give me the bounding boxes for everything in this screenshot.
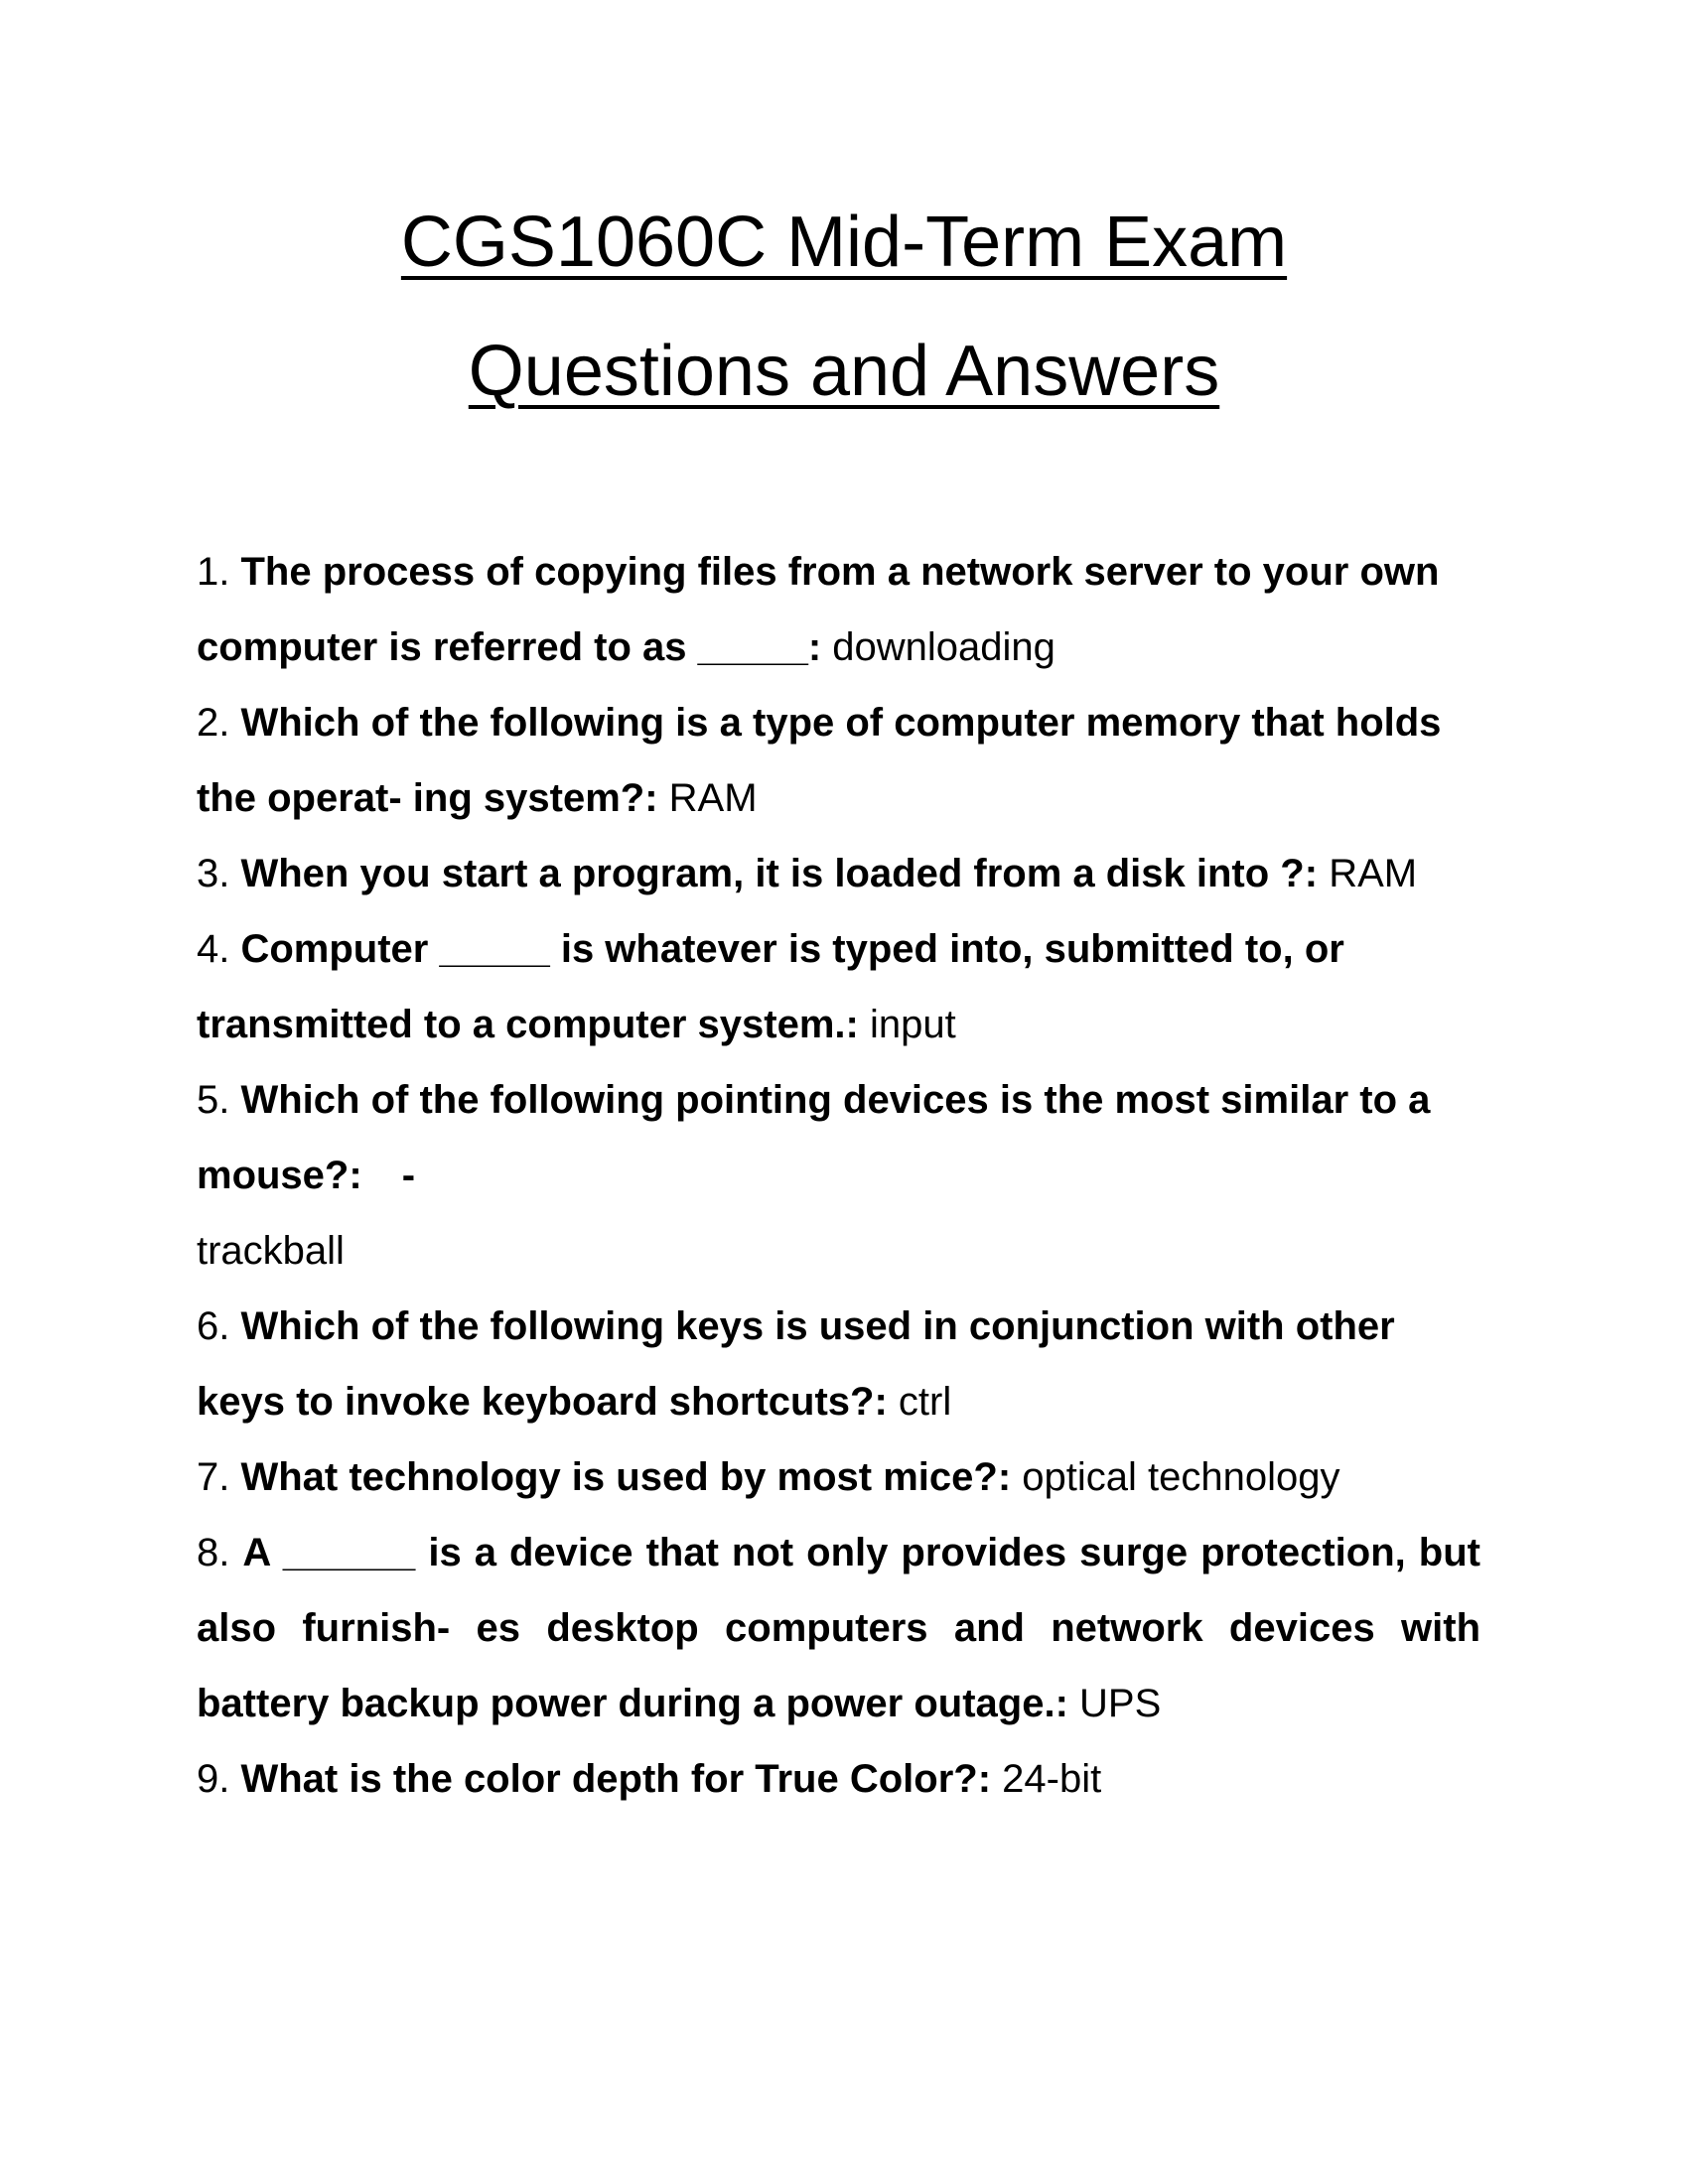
answer-text: input xyxy=(869,1003,956,1046)
page-title-line-2: Questions and Answers xyxy=(468,332,1220,411)
qa-item-8 xyxy=(197,1515,1480,1741)
qa-item-7 xyxy=(197,1439,1480,1515)
qa-item-1 xyxy=(197,534,1480,685)
answer-dash: - xyxy=(401,1154,416,1197)
item-number: 2. xyxy=(197,701,230,745)
answer-text: optical technology xyxy=(1022,1455,1340,1499)
item-number: 8. xyxy=(197,1531,230,1574)
question-text: Which of the following is a type of computer memory that holds the operat- ing system?: xyxy=(197,701,1442,820)
qa-item-2 xyxy=(197,685,1480,836)
item-number: 9. xyxy=(197,1757,230,1801)
answer-text: ctrl xyxy=(898,1380,952,1424)
question-text: What technology is used by most mice?: xyxy=(240,1455,1012,1499)
item-number: 7. xyxy=(197,1455,230,1499)
answer-text: RAM xyxy=(1329,852,1418,895)
qa-item-4 xyxy=(197,911,1480,1062)
item-number: 5. xyxy=(197,1078,230,1122)
question-text: Computer _____ is whatever is typed into, submitted to, or transmitted to a computer system.: xyxy=(197,927,1344,1046)
question-text: The process of copying files from a network server to your own computer is referred to as _____: xyxy=(197,550,1440,669)
page-title-line-1: CGS1060C Mid-Term Exam xyxy=(400,203,1288,282)
qa-item-9 xyxy=(197,1741,1480,1817)
qa-list xyxy=(197,534,1480,1817)
item-number: 3. xyxy=(197,852,230,895)
qa-item-6 xyxy=(197,1289,1480,1439)
question-text: Which of the following pointing devices is the most similar to a mouse?: xyxy=(197,1078,1431,1197)
answer-text: 24-bit xyxy=(1002,1757,1102,1801)
question-text: When you start a program, it is loaded from a disk into ?: xyxy=(240,852,1319,895)
question-text: A ______ is a device that not only provides surge protection, but also furnish- es desktop computers and network devices with battery backup power during a power outage.: xyxy=(197,1531,1480,1725)
question-text: What is the color depth for True Color?: xyxy=(240,1757,992,1801)
answer-text: UPS xyxy=(1079,1682,1162,1725)
answer-text: trackball xyxy=(197,1229,345,1273)
item-number: 6. xyxy=(197,1304,230,1348)
item-number: 1. xyxy=(197,550,230,594)
qa-item-3 xyxy=(197,836,1480,911)
answer-text: RAM xyxy=(668,776,758,820)
question-text: Which of the following keys is used in conjunction with other keys to invoke keyboard shortcuts?: xyxy=(197,1304,1395,1424)
answer-text: downloading xyxy=(832,625,1055,669)
item-number: 4. xyxy=(197,927,230,971)
qa-item-5 xyxy=(197,1062,1480,1289)
